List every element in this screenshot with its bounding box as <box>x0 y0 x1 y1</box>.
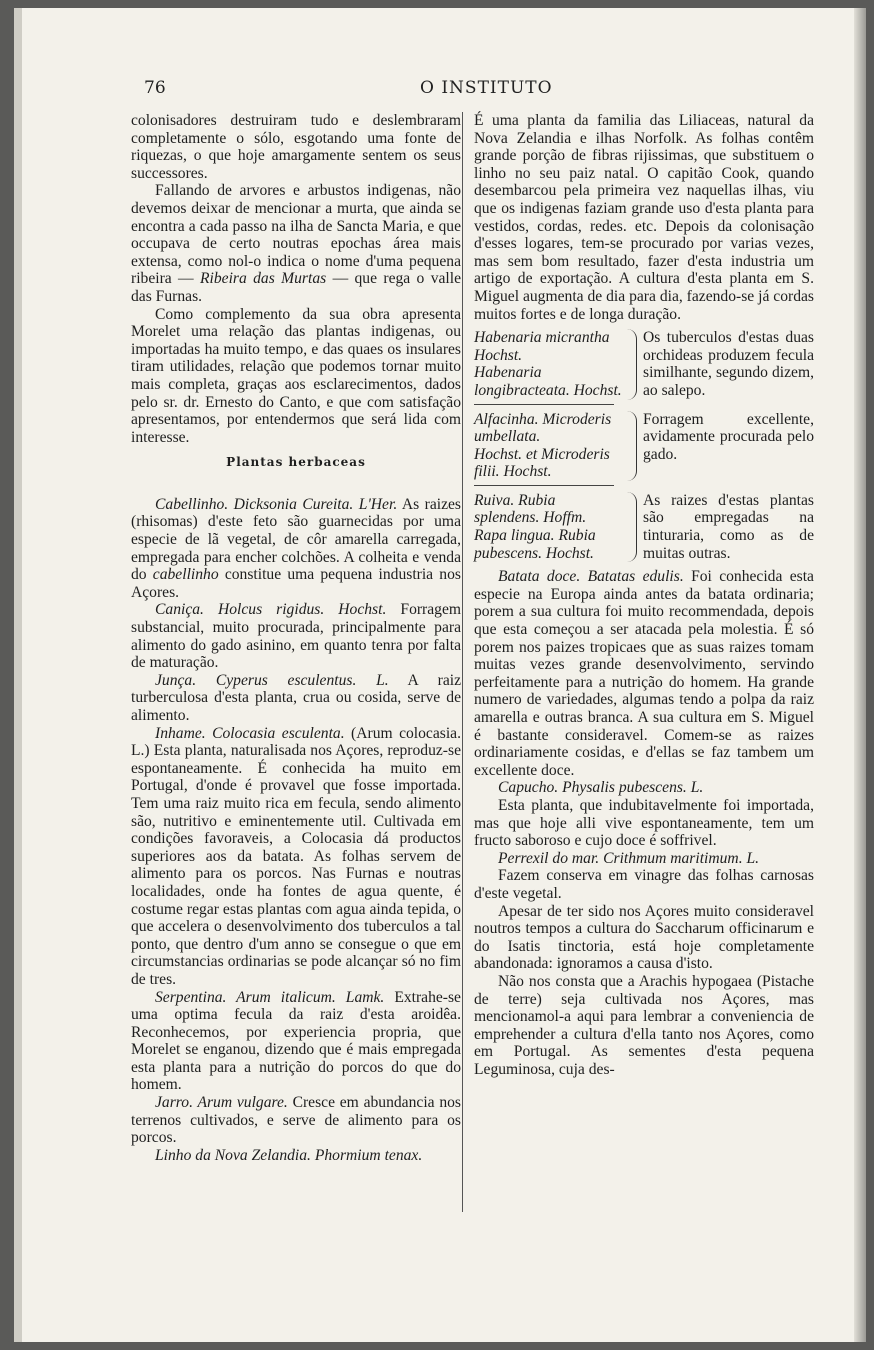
column-divider <box>462 112 463 1212</box>
running-title: O INSTITUTO <box>420 78 553 98</box>
rule <box>474 485 614 486</box>
entry-description: Os tuberculos d'estas duas orchideas produzem fecula similhante, segundo dizem, ao salepo. <box>643 329 814 399</box>
entry-jarro: Jarro. Arum vulgare. Cresce em abundancia nos terrenos cultivados, e serve de alimento para os porcos. <box>131 1094 461 1147</box>
species-name: Ruiva. Rubia splendens. Hoffm. <box>474 491 587 527</box>
brace <box>626 329 637 399</box>
species-name: Habenaria micrantha Hochst. <box>474 329 610 364</box>
species-name: Hochst. et Microderis filii. Hochst. <box>474 445 610 481</box>
entry-perrexil-name: Perrexil do mar. Crithmum maritimum. L. <box>498 849 760 867</box>
paragraph: Como complemento da sua obra apresenta Morelet uma relação das plantas indigenas, ou importadas ha muito tempo, e das quaes os insulares tiram utilidades, relação que podemos tornar muito mais completa, graças aos esclarecimentos, dados pelo sr. dr. Ernesto do Canto, e que com satisfação apresentamos, por entendermos que será lida com interesse. <box>131 305 461 446</box>
left-column <box>131 112 461 1164</box>
entry-batata: Batata doce. Batatas edulis. Foi conhecida esta especie na Europa ainda antes da batata ordinaria; porem a sua cultura foi muito recommendada, depois que esta começou a ser atacada pela molestia. É só porem nos paizes tropicaes que as suas raizes tomam muitas vezes grande desenvolvimento, servindo perfeitamente para a nutrição do homem. Ha grande numero de variedades, algumas tendo a polpa da raiz amarella e outras branca. A sua cultura em S. Miguel é bastante consideravel. Comem-se as raizes ordinariamente cosidas, e d'ellas se faz tambem um excellente doce. <box>474 568 814 779</box>
entry-junca: Junça. Cyperus esculentus. L. A raiz turberculosa d'esta planta, crua ou cosida, serve de alimento. <box>131 671 461 724</box>
species-name: Rapa lingua. Rubia pubescens. Hochst. <box>474 527 596 562</box>
page-edge <box>854 8 866 1342</box>
page-number: 76 <box>144 78 166 98</box>
brace <box>626 492 637 562</box>
entry-inhame: Inhame. Colocasia esculenta. (Arum colocasia. L.) Esta planta, naturalisada nos Açores, reproduz-se espontaneamente. É conhecida ha muito em Portugal, d'onde é provavel que fosse importada. Tem uma raiz muito rica em fecula, sendo alimento são, nutritivo e eminentemente util. Cultivada em condições favoraveis, a Colocasia dá productos superiores aos da batata. As folhas servem de alimento para os porcos. Nas Furnas e noutras localidades, onde ha fontes de agua quente, é costume regar estas plantas com agua ainda tepida, o que accelera o desenvolvimento dos tuberculos a tal ponto, que dentro d'um anno se consegue o que em circumstancias ordinarias se pode alcançar só no fim de tres. <box>131 724 461 988</box>
species-name: Habenaria longibracteata. Hochst. <box>474 364 622 399</box>
paragraph: Fallando de arvores e arbustos indigenas, não devemos deixar de mencionar a murta, que ainda se encontra a cada passo na ilha de Sancta Maria, e que occupava de certo noutras epochas área mais extensa, como nol-o indica o nome d'uma pequena ribeira — Ribeira das Murtas — que rega o valle das Furnas. <box>131 182 462 305</box>
entry-description: Forragem excellente, avidamente procurada pelo gado. <box>643 410 814 463</box>
entry-canica: Caniça. Holcus rigidus. Hochst. Forragem substancial, muito procurada, principalmente para alimento do gado asinino, em quanto tenra por falta de maturação. <box>131 601 462 672</box>
paragraph: Apesar de ter sido nos Açores muito consideravel noutros tempos a cultura do Saccharum officinarum e do Isatis tinctoria, está hoje completamente abandonada: ignoramos a causa d'isto. <box>474 902 814 973</box>
brace <box>626 411 637 481</box>
entry-serpentina: Serpentina. Arum italicum. Lamk. Extrahe-se uma optima fecula da raiz d'esta aroidêa. Reconhecemos, por experiencia propria, que Morelet se enganou, dizendo que é mais empregada esta planta para a nutrição do porcos do que do homem. <box>131 988 461 1094</box>
entry-description: As raizes d'estas plantas são empregadas na tinturaria, como as de muitas outras. <box>643 491 814 562</box>
page-header <box>120 70 820 100</box>
entry-capucho-name: Capucho. Physalis pubescens. L. <box>498 779 704 797</box>
paragraph: colonisadores destruiram tudo e deslembraram completamente o sólo, esgotando uma fonte de riquezas, o que hoje amargamente sentem os seus successores. <box>131 112 461 182</box>
entry-cabellinho: Cabellinho. Dicksonia Cureita. L'Her. As raizes (rhisomas) d'este feto são guarnecidas por uma especie de lã vegetal, de côr amarella carregada, empregada para encher colchões. A colheita e venda do cabellinho constitue uma pequena industria nos Açores. <box>131 495 461 601</box>
right-column <box>474 112 814 1078</box>
entry-linho: Linho da Nova Zelandia. Phormium tenax. <box>155 1146 423 1164</box>
entry-linho-text: É uma planta da familia das Liliaceas, natural da Nova Zelandia e ilhas Norfolk. As folhas contêm grande porção de fibras rijissimas, que substituem o linho no seu paiz natal. O capitão Cook, quando desembarcou pela primeira vez naquellas ilhas, viu que os indigenas faziam grande uso d'esta planta para vestidos, cordas, redes. etc. Depois da colonisação d'esses logares, tem-se procurado por varias vezes, mas sem bom resultado, fazer d'esta industria um artigo de exportação. A cultura d'esta planta em S. Miguel augmenta de dia para dia, fazendo-se já cordas muitos fortes e de longa duração. <box>474 112 814 323</box>
species-name: Alfacinha. Microderis umbellata. <box>474 410 612 446</box>
entry-ruiva <box>474 492 814 562</box>
entry-orchids <box>474 329 814 399</box>
entry-capucho: Esta planta, que indubitavelmente foi importada, mas que hoje alli vive espontaneamente, tem um fructo saboroso e cujo doce é soffrivel. <box>474 796 814 850</box>
rule <box>474 404 614 405</box>
section-heading: Plantas herbaceas <box>226 455 366 470</box>
entry-perrexil: Fazem conserva em vinagre das folhas carnosas d'este vegetal. <box>474 867 814 902</box>
entry-alfacinha <box>474 411 814 481</box>
paragraph: Não nos consta que a Arachis hypogaea (Pistache de terre) seja cultivada nos Açores, mas mencionamol-a aqui para lembrar a conveniencia de emprehender a cultura d'ella tanto nos Açores, como em Portugal. As sementes d'esta pequena Leguminosa, cuja des- <box>474 972 814 1078</box>
